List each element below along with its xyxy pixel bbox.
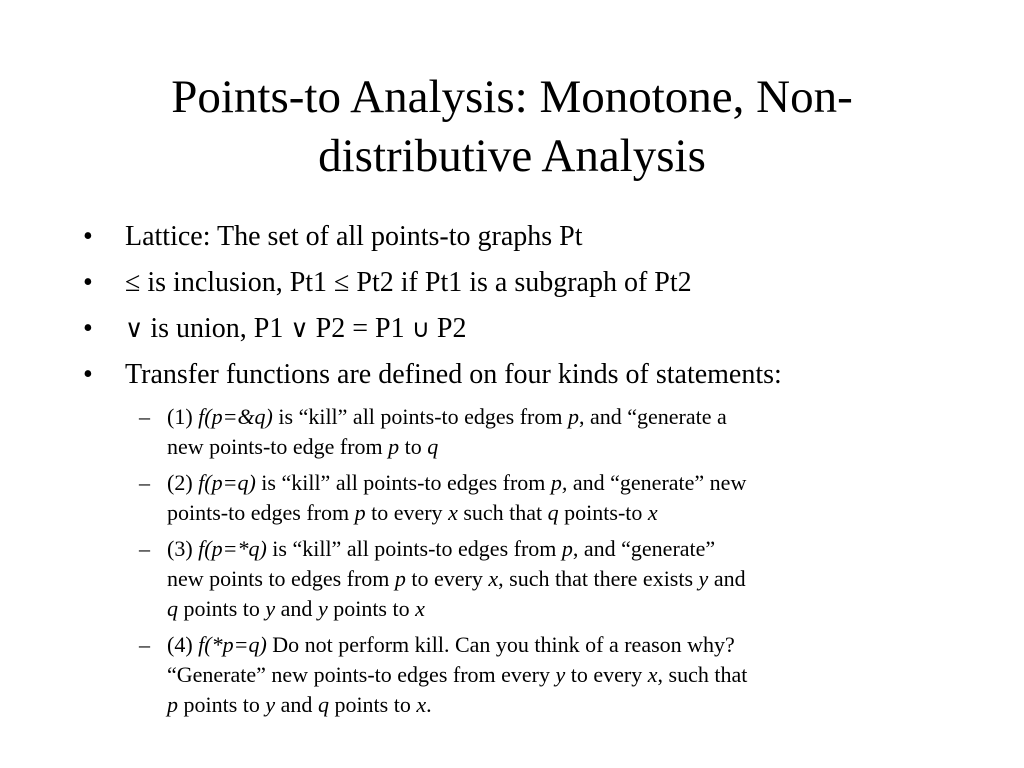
text: to every <box>565 662 648 687</box>
bullet-text: ≤ is inclusion, Pt1 ≤ Pt2 if Pt1 is a subgraph of Pt2 <box>125 267 692 298</box>
text: Do not perform kill. Can you think of a reason why? <box>266 632 735 657</box>
text: “Generate” new points-to edges from every <box>167 662 556 687</box>
text: to every <box>365 500 449 525</box>
text: is “kill” all points-to edges from <box>266 536 562 561</box>
sub-bullet-line <box>167 534 957 564</box>
sub-bullet-line <box>167 690 957 720</box>
text: , and “generate” <box>572 536 716 561</box>
title-line-2: distributive Analysis <box>318 130 706 182</box>
sub-bullet-copy <box>123 468 957 528</box>
bullet-transfer-functions <box>83 358 963 720</box>
bullet-marker: • <box>83 221 93 252</box>
variable: q <box>317 692 329 717</box>
variable: x <box>415 596 425 621</box>
sub-bullet-marker: – <box>139 632 150 657</box>
bullet-text: Lattice: The set of all points-to graphs Pt <box>125 221 583 252</box>
variable: q <box>547 500 559 525</box>
text: is “kill” all points-to edges from <box>272 404 568 429</box>
text: , and “generate a <box>579 404 727 429</box>
text: (2) <box>167 470 199 495</box>
sub-bullet-store <box>123 630 957 720</box>
variable: x <box>416 692 427 717</box>
function-name: f(p=q) <box>198 470 256 495</box>
text: , such that <box>657 662 748 687</box>
function-name: f(p=&q) <box>198 404 273 429</box>
text: and <box>275 596 318 621</box>
sub-bullet-address-of <box>123 402 957 462</box>
join-symbol: ∨ <box>290 314 309 343</box>
text: to every <box>405 566 489 591</box>
sub-bullet-line <box>167 432 957 462</box>
sub-bullet-list <box>125 402 963 720</box>
text: (4) <box>167 632 199 657</box>
bullet-marker: • <box>83 313 93 344</box>
sub-bullet-load <box>123 534 957 624</box>
text: and “generate” new <box>567 470 747 495</box>
variable: y <box>555 662 566 687</box>
text: (3) <box>167 536 199 561</box>
variable: x <box>647 662 658 687</box>
bullet-text: P2 <box>429 313 467 344</box>
variable: q <box>167 596 178 621</box>
variable: p <box>561 536 573 561</box>
text: is “kill” all points-to edges from <box>255 470 551 495</box>
text: points-to edges from <box>167 500 355 525</box>
sub-bullet-line <box>167 660 957 690</box>
text: , such that there exists <box>498 566 699 591</box>
bullet-marker: • <box>83 267 93 298</box>
sub-bullet-marker: – <box>139 470 150 495</box>
bullet-text: is union, P1 <box>143 313 291 344</box>
sub-bullet-line <box>167 498 957 528</box>
bullet-text: P2 = P1 <box>308 313 412 344</box>
bullet-list <box>83 220 963 732</box>
text: points to <box>327 596 416 621</box>
variable: y <box>698 566 709 591</box>
variable: p <box>394 566 406 591</box>
slide-title <box>60 68 964 186</box>
text: (1) <box>167 404 199 429</box>
text: to <box>399 434 428 459</box>
join-symbol: ∨ <box>125 314 144 343</box>
sub-bullet-line <box>167 564 957 594</box>
sub-bullet-marker: – <box>139 404 150 429</box>
variable: p <box>354 500 366 525</box>
text: and <box>708 566 746 591</box>
variable: p <box>388 434 400 459</box>
variable: x <box>488 566 499 591</box>
variable: y <box>265 692 276 717</box>
variable: p, <box>550 470 568 495</box>
text: . <box>426 692 432 717</box>
bullet-lattice <box>83 220 963 254</box>
variable: y <box>317 596 328 621</box>
title-line-1: Points-to Analysis: Monotone, Non- <box>171 71 853 123</box>
variable: x <box>647 500 658 525</box>
text: points-to <box>558 500 648 525</box>
bullet-text: Transfer functions are defined on four kinds of statements: <box>125 359 782 390</box>
variable: p <box>568 404 579 429</box>
union-symbol: ∪ <box>411 314 430 343</box>
text: points to <box>328 692 417 717</box>
sub-bullet-line <box>167 594 957 624</box>
bullet-marker: • <box>83 359 93 390</box>
function-name: f(p=*q) <box>198 536 267 561</box>
sub-bullet-line <box>167 630 957 660</box>
text: points to <box>178 596 266 621</box>
text: new points to edges from <box>167 566 395 591</box>
text: and <box>275 692 318 717</box>
bullet-inclusion <box>83 266 963 300</box>
variable: x <box>448 500 458 525</box>
text: new points-to edge from <box>167 434 389 459</box>
bullet-union <box>83 312 963 346</box>
sub-bullet-line <box>167 468 957 498</box>
variable: y <box>265 596 276 621</box>
function-name: f(*p=q) <box>198 632 267 657</box>
sub-bullet-line <box>167 402 957 432</box>
text: such that <box>457 500 548 525</box>
variable: q <box>427 434 439 459</box>
text: points to <box>178 692 266 717</box>
sub-bullet-marker: – <box>139 536 150 561</box>
variable: p <box>167 692 178 717</box>
